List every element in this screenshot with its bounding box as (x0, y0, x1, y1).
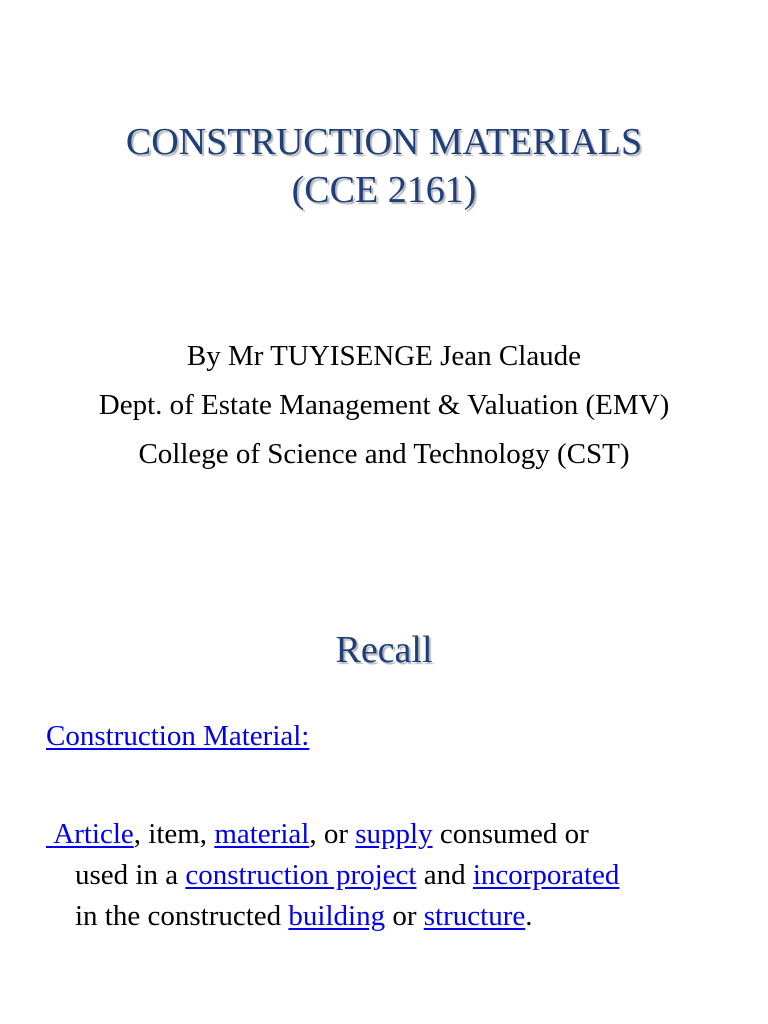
definition-text: , item, (133, 818, 215, 850)
section-title: Recall (335, 629, 433, 671)
construction-project-link[interactable]: construction project (185, 859, 417, 891)
title-line-2: (CCE 2161) (291, 169, 477, 211)
author-info (0, 332, 768, 479)
author-college: College of Science and Technology (CST) (138, 438, 630, 470)
author-department: Dept. of Estate Management & Valuation (EMV) (98, 389, 670, 421)
definition-line-3 (46, 896, 736, 937)
definition-text: and (416, 859, 473, 891)
definition-text: , or (309, 818, 356, 850)
title-line-1: CONSTRUCTION MATERIALS (125, 121, 643, 163)
definition-text: or (385, 900, 424, 932)
definition-line-1 (46, 814, 736, 855)
slide-title (0, 118, 768, 214)
definition-text: used in a (75, 859, 186, 891)
definition-text: consumed or (432, 818, 589, 850)
author-name: By Mr TUYISENGE Jean Claude (186, 340, 582, 372)
definition-paragraph (46, 814, 736, 937)
definition-text: in the constructed (75, 900, 289, 932)
definition-text: . (525, 900, 533, 932)
definition-line-2 (46, 855, 736, 896)
article-link[interactable]: Article (53, 818, 134, 850)
definition-heading[interactable] (46, 716, 309, 756)
incorporated-link[interactable]: incorporated (472, 859, 620, 891)
structure-link[interactable]: structure (423, 900, 526, 932)
building-link[interactable]: building (288, 900, 386, 932)
supply-link[interactable]: supply (355, 818, 433, 850)
material-link[interactable]: material (214, 818, 310, 850)
construction-material-link[interactable]: Construction Material: (46, 720, 310, 752)
